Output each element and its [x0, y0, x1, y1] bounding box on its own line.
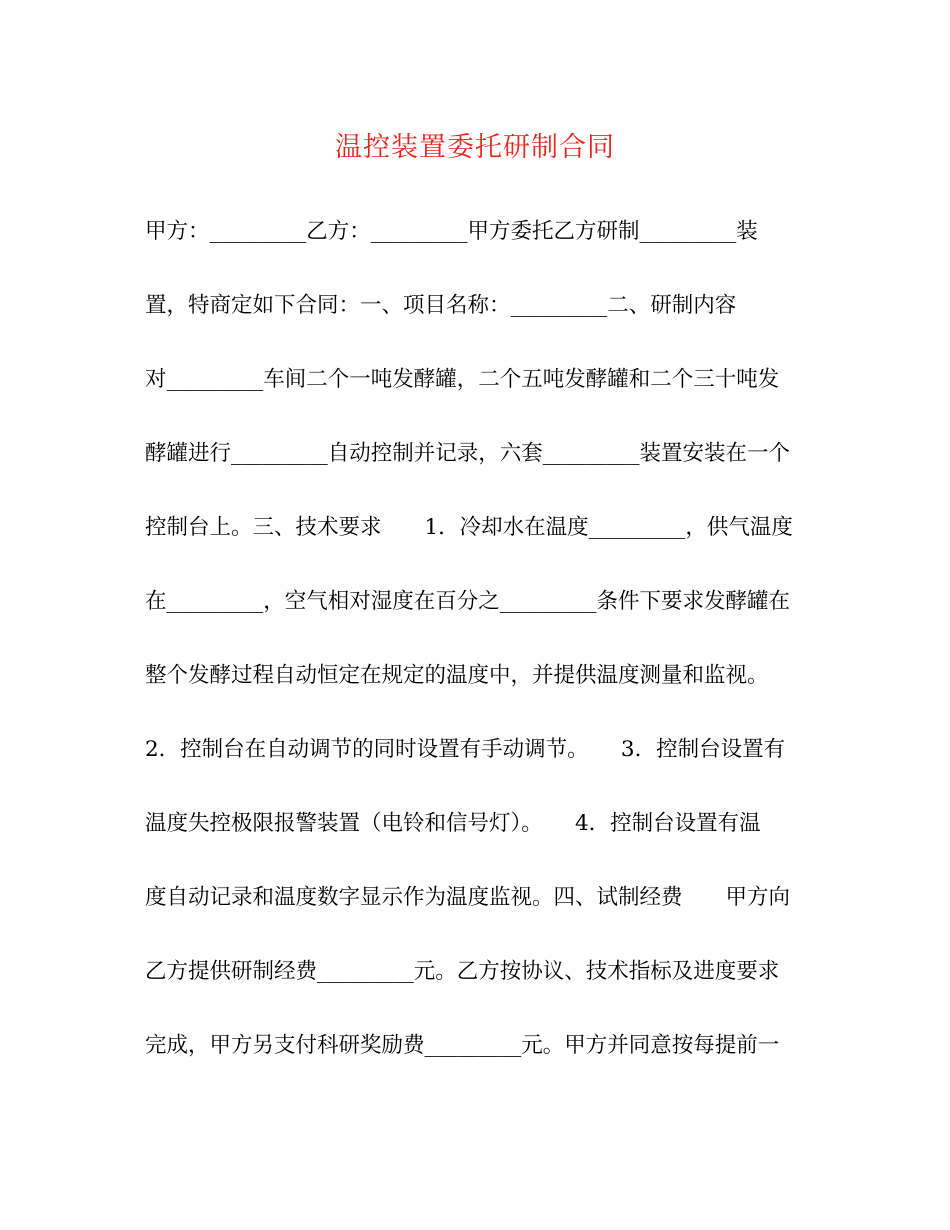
body-line: 2．控制台在自动调节的同时设置有手动调节。 3．控制台设置有 — [145, 737, 786, 762]
body-line: 整个发酵过程自动恒定在规定的温度中，并提供温度测量和监视。 — [145, 663, 769, 688]
body-line: 乙方提供研制经费_________元。乙方按协议、技术指标及进度要求 — [145, 959, 780, 984]
body-line: 完成，甲方另支付科研奖励费_________元。甲方并同意按每提前一 — [145, 1033, 780, 1058]
body-line: 控制台上。三、技术要求 1．冷却水在温度_________，供气温度 — [145, 515, 793, 540]
body-line: 温度失控极限报警装置（电铃和信号灯）。 4．控制台设置有温 — [145, 811, 761, 836]
document-title: 温控装置委托研制合同 — [335, 132, 615, 163]
body-line: 酵罐进行_________自动控制并记录，六套_________装置安装在一个 — [145, 441, 791, 466]
body-line: 在_________，空气相对湿度在百分之_________条件下要求发酵罐在 — [145, 589, 791, 614]
body-line: 置，特商定如下合同：一、项目名称：_________二、研制内容 — [145, 293, 737, 318]
body-line: 度自动记录和温度数字显示作为温度监视。四、试制经费 甲方向 — [145, 885, 791, 910]
body-line: 甲方：_________乙方：_________甲方委托乙方研制_________装 — [145, 219, 758, 244]
body-line: 对_________车间二个一吨发酵罐，二个五吨发酵罐和二个三十吨发 — [145, 367, 780, 392]
document-body — [145, 212, 805, 1100]
